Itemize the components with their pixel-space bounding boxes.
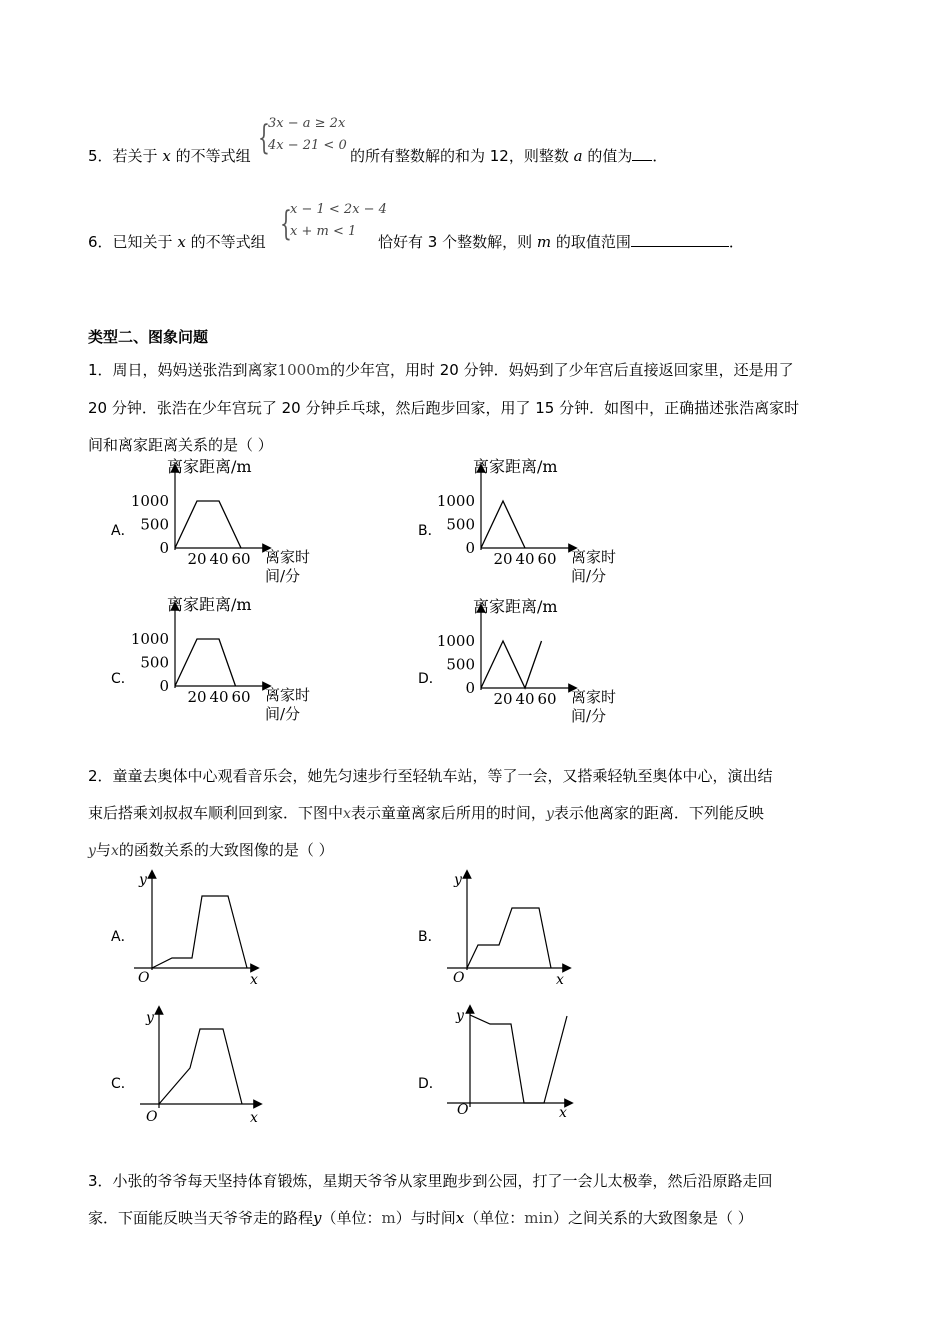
p1-graph-b[interactable]	[436, 457, 617, 592]
x-tick-label: 20	[187, 688, 207, 706]
x-axis-label-line-1: 离家时	[265, 548, 311, 566]
p1-option-c-label[interactable]: C．	[111, 671, 135, 687]
section-heading: 类型二、图象问题	[88, 328, 209, 346]
y-tick-label: 500	[140, 515, 169, 534]
p1-option-b-label[interactable]: B．	[418, 523, 442, 539]
y-axis-label: 离家距离/m	[473, 597, 558, 616]
distance-time-line	[175, 501, 241, 548]
y-axis-label: 离家距离/m	[473, 457, 558, 476]
x-axis-label-line-1: 离家时	[571, 548, 617, 566]
q6-answer-blank[interactable]	[631, 232, 729, 247]
y-tick-label: 500	[446, 655, 475, 674]
distance-time-line	[481, 641, 542, 688]
q6-line-tail: 恰好有 3 个整数解，则 m 的取值范围 ．	[378, 233, 744, 251]
x-tick-label: 20	[493, 550, 513, 568]
y-tick-label: 0	[159, 677, 169, 695]
y-tick-label: 500	[446, 515, 475, 534]
q5-inequality-2: 4x − 21 < 0	[268, 138, 347, 153]
q5-line-tail: 的所有整数解的和为 12，则整数 a 的值为 ．	[350, 147, 668, 165]
x-tick-label: 40	[515, 690, 535, 708]
x-axis-label-line-2: 间/分	[571, 707, 607, 725]
p2-graph-d[interactable]	[445, 1003, 595, 1123]
y-tick-label: 1000	[436, 632, 475, 650]
x-axis-label: x	[556, 972, 564, 988]
x-axis-label-line-1: 离家时	[571, 688, 617, 706]
p1-graph-c[interactable]	[130, 595, 311, 723]
distance-time-line	[175, 639, 236, 686]
p1-graph-a[interactable]	[130, 457, 311, 585]
distance-time-line	[481, 501, 525, 548]
y-tick-label: 1000	[130, 492, 169, 510]
p2-option-a-label[interactable]: A．	[111, 929, 135, 945]
y-axis-label: y	[454, 872, 462, 888]
p2-graph-a[interactable]	[130, 868, 270, 988]
p1-line-3: 间和离家距离关系的是（ ）	[88, 436, 273, 454]
x-axis-label: x	[559, 1105, 567, 1121]
x-tick-label: 40	[209, 688, 229, 706]
q6-inequality-1: x − 1 < 2x − 4	[290, 202, 387, 217]
x-tick-label: 60	[231, 688, 251, 706]
p2-option-c-label[interactable]: C．	[111, 1076, 135, 1092]
graph-d-line	[470, 1015, 567, 1103]
origin-label: O	[146, 1109, 158, 1125]
p2-line-2: 束后搭乘刘叔叔车顺利回到家．下图中x表示童童离家后所用的时间，y表示他离家的距离．下列能反映	[88, 804, 764, 822]
p1-line-1: 1．周日，妈妈送张浩到离家1000m的少年宫，用时 20 分钟．妈妈到了少年宫后直接返回家里，还是用了	[88, 361, 794, 379]
x-tick-label: 60	[537, 690, 557, 708]
p2-option-b-label[interactable]: B．	[418, 929, 442, 945]
p1-option-d-label[interactable]: D．	[418, 671, 443, 687]
p1-graph-d[interactable]	[436, 597, 617, 730]
p2-line-3: y与x的函数关系的大致图像的是（ ）	[88, 841, 334, 859]
y-axis-label: y	[139, 872, 147, 888]
q6-line: 6．已知关于 x 的不等式组	[88, 233, 266, 251]
x-axis-label-line-2: 间/分	[571, 567, 607, 585]
y-tick-label: 500	[140, 653, 169, 672]
graph-b-line	[467, 908, 551, 968]
p3-line-1: 3．小张的爷爷每天坚持体育锻炼，星期天爷爷从家里跑步到公园，打了一会儿太极拳，然后沿原路走回	[88, 1172, 773, 1190]
p2-graph-b[interactable]	[443, 868, 583, 988]
graph-a-line	[152, 896, 247, 968]
x-tick-label: 60	[231, 550, 251, 568]
q5-line: 5．若关于 x 的不等式组	[88, 147, 251, 165]
q5-answer-blank[interactable]	[632, 146, 652, 161]
x-axis-label-line-1: 离家时	[265, 686, 311, 704]
y-tick-label: 0	[465, 679, 475, 697]
origin-label: O	[453, 970, 465, 986]
p2-graph-c[interactable]	[138, 1004, 278, 1124]
origin-label: O	[138, 970, 150, 986]
q6-inequality-2: x + m < 1	[290, 224, 357, 239]
y-axis-label: y	[146, 1010, 154, 1026]
x-axis-label: x	[250, 1110, 258, 1126]
p2-line-1: 2．童童去奥体中心观看音乐会，她先匀速步行至轻轨车站，等了一会，又搭乘轻轨至奥体中心，演出结	[88, 767, 773, 785]
p2-option-d-label[interactable]: D．	[418, 1076, 443, 1092]
x-axis-label-line-2: 间/分	[265, 705, 301, 723]
y-tick-label: 0	[159, 539, 169, 557]
y-axis-label: 离家距离/m	[167, 595, 252, 614]
y-tick-label: 1000	[436, 492, 475, 510]
origin-label: O	[457, 1102, 469, 1118]
graph-c-line	[159, 1029, 242, 1104]
x-tick-label: 40	[209, 550, 229, 568]
x-axis-label-line-2: 间/分	[265, 567, 301, 585]
p3-line-2: 家．下面能反映当天爷爷走的路程y（单位：m）与时间x（单位：min）之间关系的大致图象是（ ）	[88, 1209, 753, 1227]
p1-option-a-label[interactable]: A．	[111, 523, 135, 539]
q5-inequality-1: 3x − a ≥ 2x	[268, 116, 346, 131]
p1-line-2: 20 分钟．张浩在少年宫玩了 20 分钟乒乓球，然后跑步回家，用了 15 分钟．如图中，正确描述张浩离家时	[88, 399, 800, 417]
x-axis-label: x	[250, 972, 258, 988]
x-tick-label: 60	[537, 550, 557, 568]
y-axis-label: y	[456, 1008, 464, 1024]
x-tick-label: 20	[187, 550, 207, 568]
y-tick-label: 0	[465, 539, 475, 557]
y-tick-label: 1000	[130, 630, 169, 648]
x-tick-label: 40	[515, 550, 535, 568]
y-axis-label: 离家距离/m	[167, 457, 252, 476]
x-tick-label: 20	[493, 690, 513, 708]
